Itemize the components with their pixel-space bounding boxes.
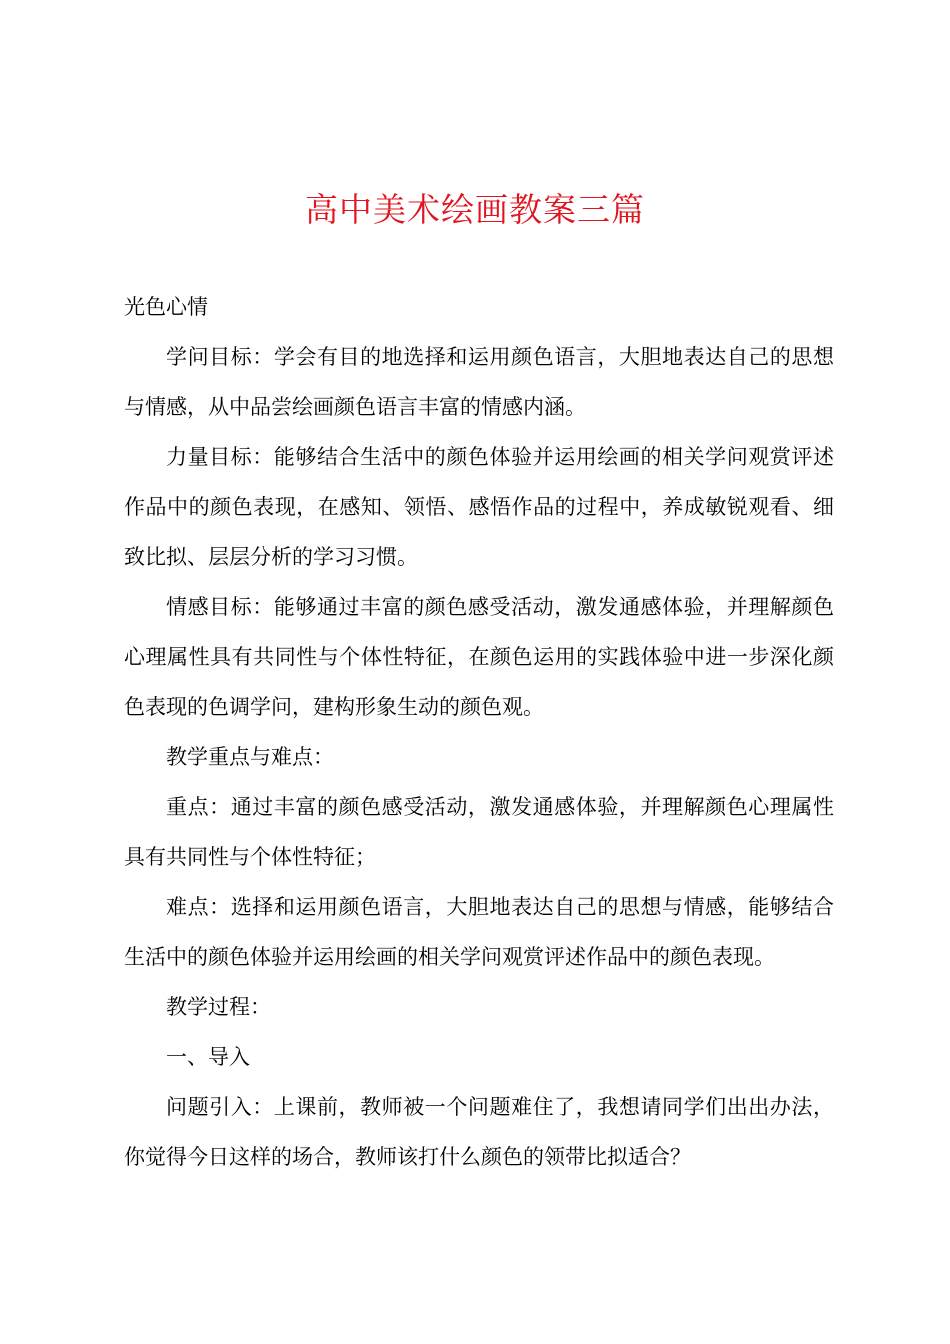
paragraph-question-intro: 问题引入：上课前，教师被一个问题难住了，我想请同学们出出办法，你觉得今日这样的场合，教师该打什么颜色的领带比拟适合？ [124, 1095, 834, 1169]
paragraph-process-heading: 教学过程： [166, 995, 271, 1019]
paragraph-emotion-goal: 情感目标：能够通过丰富的颜色感受活动，激发通感体验，并理解颜色心理属性具有共同性与个体性特征，在颜色运用的实践体验中进一步深化颜色表现的色调学问，建构形象生动的颜色观。 [124, 595, 834, 719]
paragraph-knowledge-goal: 学问目标：学会有目的地选择和运用颜色语言，大胆地表达自己的思想与情感，从中品尝绘画颜色语言丰富的情感内涵。 [124, 345, 834, 419]
paragraph-key-points-heading: 教学重点与难点： [166, 745, 334, 769]
document-body [124, 282, 834, 1182]
section-heading: 光色心情 [124, 295, 208, 319]
paragraph-key-point: 重点：通过丰富的颜色感受活动，激发通感体验，并理解颜色心理属性具有共同性与个体性特征； [124, 795, 834, 869]
document-title: 高中美术绘画教案三篇 [305, 190, 645, 229]
paragraph-intro-heading: 一、导入 [166, 1045, 250, 1069]
paragraph-ability-goal: 力量目标：能够结合生活中的颜色体验并运用绘画的相关学问观赏评述作品中的颜色表现，在感知、领悟、感悟作品的过程中，养成敏锐观看、细致比拟、层层分析的学习习惯。 [124, 445, 834, 569]
paragraph-difficult-point: 难点：选择和运用颜色语言，大胆地表达自己的思想与情感，能够结合生活中的颜色体验并运用绘画的相关学问观赏评述作品中的颜色表现。 [124, 895, 834, 969]
